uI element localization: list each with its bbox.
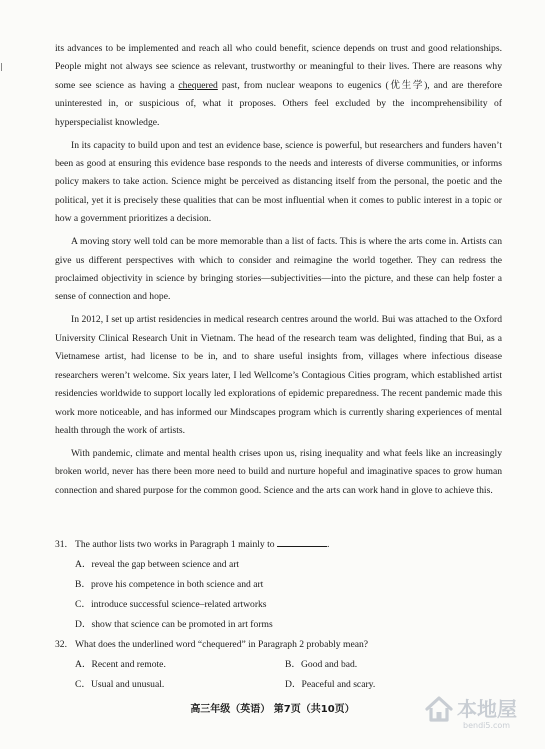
paragraph-3: A moving story well told can be more memorable than a list of facts. This is where the arts come in. Artists can give us different perspectives with which to consider and reimagine the world together. They can redress the proclaimed objectivity in science by bringing stories—subjectivities—into the picture, and these can help foster a sense of connection and hope. <box>55 236 502 303</box>
underlined-word: chequered <box>178 79 218 91</box>
page-footer: 高三年级（英语） 第7页（共10页） <box>190 704 355 715</box>
option-b: B．Good and bad. <box>285 659 358 670</box>
site-watermark <box>423 691 531 739</box>
margin-tick-mark <box>1 63 2 71</box>
house-logo-icon <box>423 693 455 725</box>
question-section <box>55 535 502 695</box>
paragraph-1-text-after: past, from nuclear weapons to eugenics (优生学), and are therefore uninterested in, or suspicious of, what it proposes. Others feel excluded by the incomprehensibility of hyperspecialist knowledge. <box>55 79 502 128</box>
question-text: What does the underlined word “chequered” in Paragraph 2 probably mean? <box>75 639 369 650</box>
option-a: A．Recent and remote. <box>75 659 166 670</box>
question-stem <box>55 635 502 655</box>
option-c: C．introduce successful science–related artworks <box>75 599 267 610</box>
paragraph-1-text-before: its advances to be implemented and reach all who could benefit, science depends on trust and good relationships. People might not always see science as relevant, trustworthy or meaningful to their lives. There are reasons why some see science as having a <box>55 43 502 91</box>
paragraph-5: With pandemic, climate and mental health crises upon us, rising inequality and what feels like an increasingly broken world, never has there been more need to build and nurture hopeful and imaginative spaces to grow human connection and shared purpose for the common good. Science and the arts can work hand in glove to achieve this. <box>55 447 502 496</box>
option-d: D．show that science can be promoted in art forms <box>75 619 273 630</box>
reading-passage <box>55 40 502 500</box>
question-stem-end: . <box>326 539 330 550</box>
option-b: B．prove his competence in both science and art <box>75 579 264 590</box>
question-number: 31. <box>55 539 67 550</box>
watermark-text: 本地屋 <box>457 697 517 721</box>
question-31 <box>55 535 502 635</box>
question-32 <box>55 635 502 695</box>
answer-blank <box>277 536 327 547</box>
option-c: C．Usual and unusual. <box>75 679 165 690</box>
option-a: A．reveal the gap between science and art <box>75 559 240 570</box>
paragraph-1 <box>55 40 502 132</box>
question-stem <box>55 535 502 555</box>
question-number: 32. <box>55 639 67 650</box>
options-row <box>55 655 502 675</box>
question-text: The author lists two works in Paragraph 1 mainly to <box>75 539 275 550</box>
option-d: D．Peaceful and scary. <box>285 679 376 690</box>
paragraph-4: In 2012, I set up artist residencies in medical research centres around the world. Bui was attached to the Oxford University Clinical Research Unit in Vietnam. The head of the research team was delighted, finding that Bui, as a Vietnamese artist, had license to be in, and to share useful insights from, villages where infectious disease researchers weren’t welcome. Six years later, I led Wellcome’s Contagious Cities program, which established artist residencies worldwide to support locally led explorations of epidemic preparedness. The recent pandemic made this work more noticeable, and has informed our Mindscapes program which is currently sharing experiences of mental health through the work of artists. <box>55 314 502 436</box>
watermark-url: bendi5.com <box>463 721 511 730</box>
paragraph-2: In its capacity to build upon and test an evidence base, science is powerful, but researchers and funders haven’t been as good at ensuring this evidence base responds to the needs and interests of diverse communities, or informs policy makers to take action. Science might be perceived as distancing itself from the personal, the poetic and the political, yet it is precisely these qualities that can be most influential when it comes to public interest in a topic or how a government prioritizes a decision. <box>55 139 502 225</box>
